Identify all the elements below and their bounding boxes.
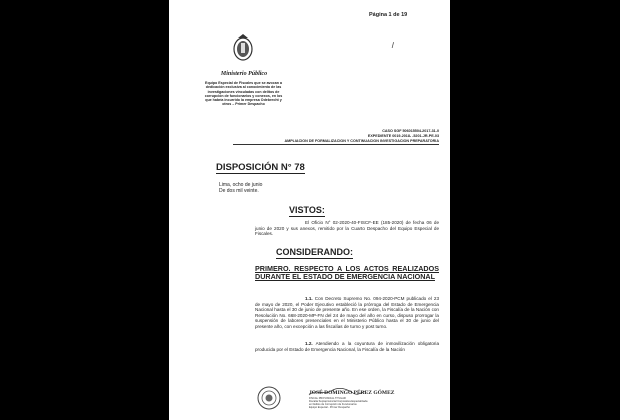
disposicion-title: DISPOSICIÓN N° 78	[216, 162, 305, 173]
team-line: que habría incurrido la empresa Odebrecht y	[205, 98, 282, 103]
team-line: otros – Primer Despacho	[222, 102, 265, 107]
place-line: Lima, ocho de junio	[219, 182, 263, 188]
paragraph-text: Con Decreto Supremo No. 094-2020-PCM publicado el 23 de mayo de 2020, el Poder Ejecutivo estableció la prórroga del Estado de Emergencia Nacional hasta el 30 de junio de presente año. En ese orden, la Fiscalía de la Nación con Resolución No. 668-2020-MP-FN del 24 de mayo del año en curso, dispuso prorrogar la suspensión de labores presenciales en el Ministerio Público hasta el 30 de junio del presente año, con excepción a las fiscalías de turno y post turno.	[255, 296, 439, 329]
case-info	[331, 129, 439, 138]
paragraph-text: Atendiendo a la coyuntura de inmovilización obligatoria producida por el Estado de Emergencia Nacional, la Fiscalía de la Nación	[255, 341, 440, 352]
paragraph-1-1	[255, 296, 439, 330]
date-line: De dos mil veinte.	[219, 188, 259, 194]
team-line: investigaciones vinculadas con delitos de	[207, 89, 280, 94]
paragraph-number: 1.1.	[305, 296, 313, 301]
title-line: Equipo Especial - Primer Despacho	[309, 406, 350, 410]
vistos-heading: VISTOS:	[289, 205, 325, 215]
team-description	[191, 81, 296, 107]
page-number: Página 1 de 19	[369, 12, 408, 18]
signatory-name: JOSÉ DOMINGO PÉREZ GÓMEZ	[309, 390, 395, 396]
title-line: FISCAL PROVINCIAL TITULAR	[309, 397, 346, 400]
case-number: CASO SGF 506015504-2017-31-0	[382, 129, 439, 133]
paragraph-number: 1.2.	[305, 341, 313, 346]
considerando-heading: CONSIDERANDO:	[276, 247, 354, 257]
handwritten-mark: ߊ	[391, 41, 394, 50]
document-page	[169, 0, 450, 420]
title-line: en Delitos de Corrupción de Funcionarios	[309, 403, 357, 407]
official-stamp-icon	[257, 386, 281, 410]
ministry-name: Ministerio Público	[220, 71, 268, 77]
primero-heading: PRIMERO. RESPECTO A LOS ACTOS REALIZADOS DURANTE EL ESTADO DE EMERGENCIA NACIONAL	[255, 264, 439, 282]
vistos-paragraph: El Oficio N° 02-2020-40-FISCF-EE (185-2020) de fecha 06 de junio de 2020 y sus anexos, remitido por la Cuarto Despacho del Equipo Especial de Fiscales.	[255, 220, 439, 237]
title-line: Fiscalía Supraprovincial Corporativa Especializada	[309, 400, 368, 404]
team-line: dedicación exclusiva al conocimiento de las	[205, 85, 282, 90]
ministry-seal-icon	[232, 33, 254, 63]
ampliacion-line: AMPLIACION DE FORMALIZACION Y CONTINUACION INVESTIGACION PREPARATORIA	[233, 139, 439, 145]
place-date	[219, 182, 262, 194]
expediente-number: EXPEDIENTE 0019-2018- -5201-JR-PE-03	[367, 133, 439, 138]
signatory-title	[309, 397, 379, 409]
team-line: Equipo Especial de Fiscales que se avocan a	[205, 81, 282, 85]
team-line: corrupción de funcionarios y conexos, en los	[204, 93, 283, 98]
paragraph-1-2	[255, 341, 439, 352]
